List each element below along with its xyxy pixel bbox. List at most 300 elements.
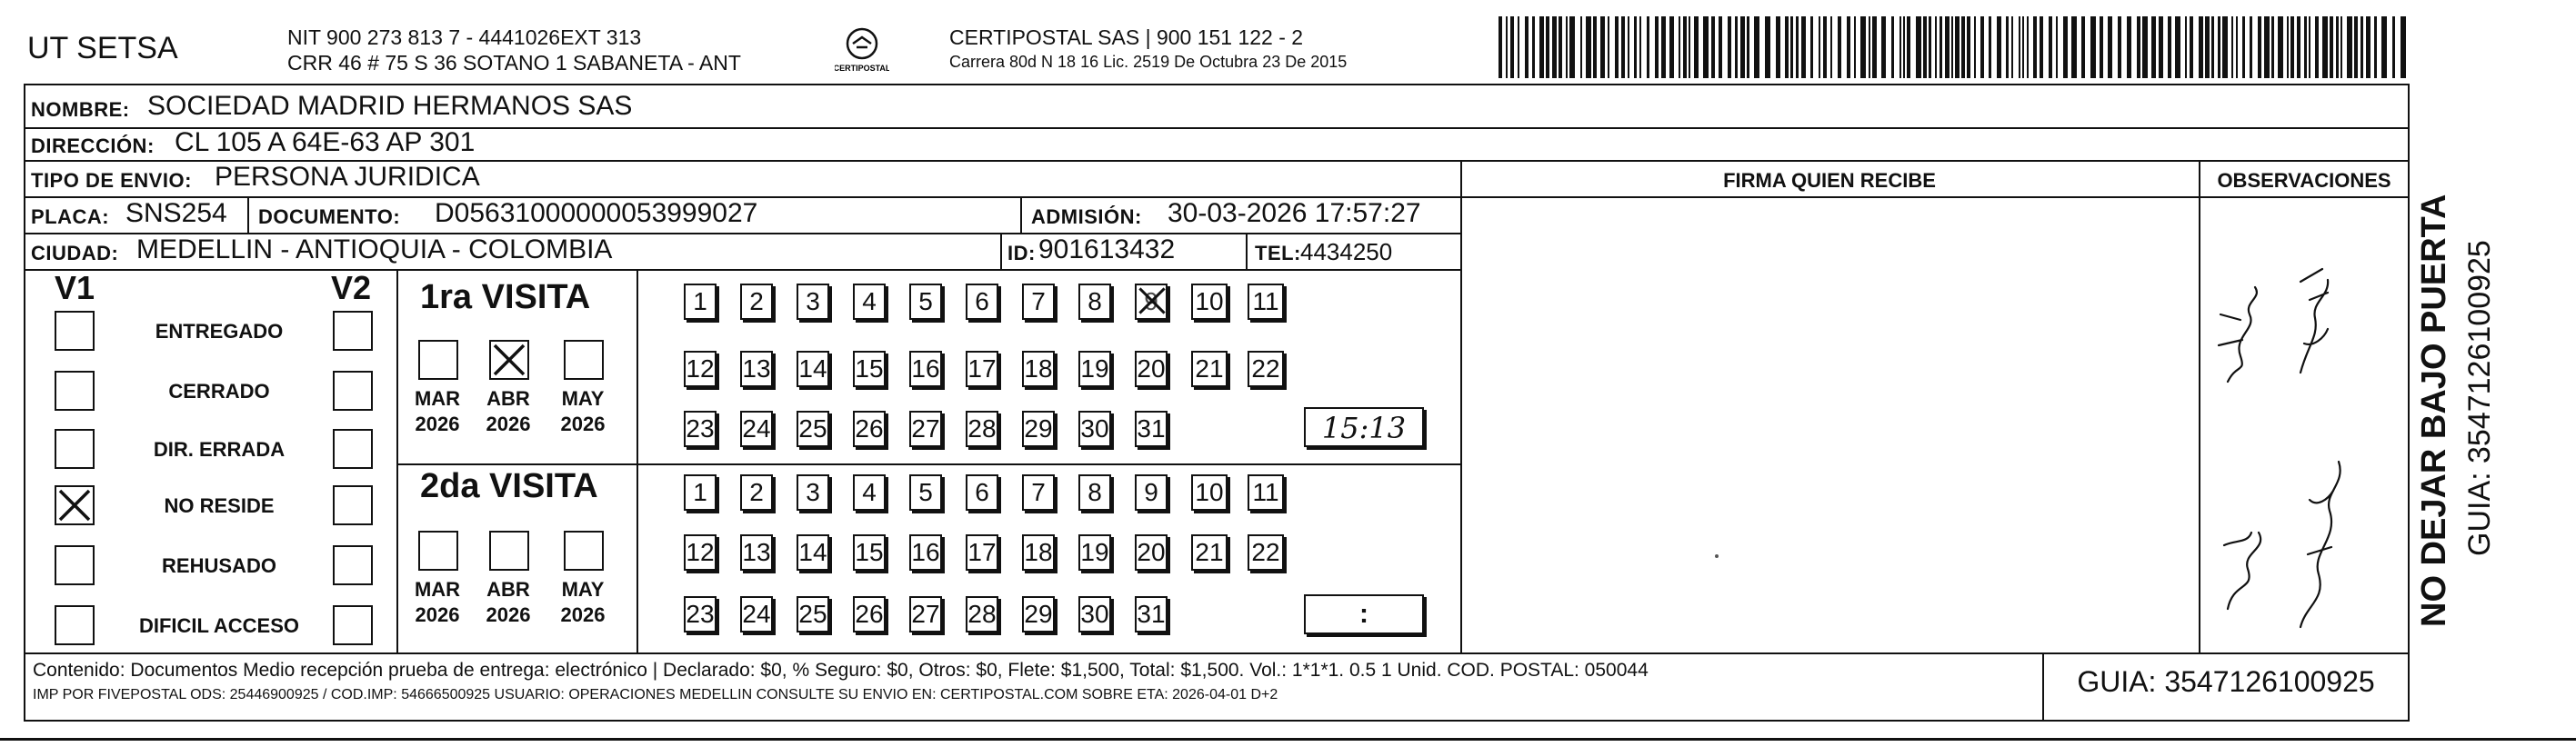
barcode-bar bbox=[1628, 16, 1629, 78]
barcode-bar bbox=[1669, 16, 1674, 78]
visit2-day-10[interactable] bbox=[1191, 474, 1228, 511]
visit1-day-14[interactable] bbox=[797, 351, 829, 387]
barcode-bar bbox=[2278, 16, 2283, 78]
visit1-day-label: 3 bbox=[806, 287, 820, 315]
visit1-day-label: 14 bbox=[798, 354, 827, 383]
visit2-day-14[interactable] bbox=[797, 534, 829, 571]
barcode-bar bbox=[1615, 16, 1619, 78]
barcode-bar bbox=[2218, 16, 2220, 78]
ciudad-label: CIUDAD: bbox=[31, 242, 119, 264]
side-warning: NO DEJAR BAJO PUERTA bbox=[2415, 194, 2453, 627]
visit2-day-21[interactable] bbox=[1191, 534, 1228, 571]
visit2-day-7[interactable] bbox=[1022, 474, 1055, 511]
nombre-label: NOMBRE: bbox=[31, 98, 130, 121]
barcode-bar bbox=[2236, 16, 2238, 78]
barcode-bar bbox=[2250, 16, 2252, 78]
barcode-bar bbox=[1776, 16, 1780, 78]
visit2-day-label: 27 bbox=[911, 600, 940, 628]
visit1-day-22[interactable] bbox=[1248, 351, 1284, 387]
barcode-bar bbox=[1940, 16, 1942, 78]
visit2-year-label-0: 2026 bbox=[415, 603, 460, 626]
barcode-bar bbox=[2222, 16, 2228, 78]
barcode-bar bbox=[1506, 16, 1508, 78]
visit1-day-9[interactable] bbox=[1135, 284, 1168, 320]
visit1-day-label: 26 bbox=[855, 414, 884, 443]
admision-label: ADMISIÓN: bbox=[1031, 205, 1142, 228]
visit1-day-29[interactable] bbox=[1022, 411, 1055, 447]
v2-checkbox-3[interactable] bbox=[333, 485, 373, 525]
visit1-day-label: 30 bbox=[1080, 414, 1109, 443]
barcode-bar bbox=[2309, 16, 2310, 78]
visit1-month-label-1: ABR bbox=[486, 387, 530, 410]
visit2-day-label: 25 bbox=[798, 600, 827, 628]
visit1-day-label: 15 bbox=[855, 354, 884, 383]
visit1-day-label: 12 bbox=[686, 354, 715, 383]
visit2-day-16[interactable] bbox=[909, 534, 942, 571]
barcode-bar bbox=[2168, 16, 2171, 78]
id-value: 901613432 bbox=[1038, 234, 1176, 264]
visit1-day-label: 17 bbox=[967, 354, 997, 383]
visit1-day-13[interactable] bbox=[740, 351, 773, 387]
barcode-bar bbox=[2011, 16, 2013, 78]
visit2-month-label-1: ABR bbox=[486, 578, 530, 601]
barcode-bar bbox=[1955, 16, 1960, 78]
visit1-day-31[interactable] bbox=[1135, 411, 1168, 447]
barcode-bar bbox=[1728, 16, 1731, 78]
barcode-bar bbox=[1679, 16, 1680, 78]
visit2-day-20[interactable] bbox=[1135, 534, 1168, 571]
barcode-bar bbox=[1974, 16, 1976, 78]
visit1-month-box-2[interactable] bbox=[564, 340, 604, 380]
visit1-month-label-2: MAY bbox=[561, 387, 605, 410]
barcode-bar bbox=[1796, 16, 1799, 78]
visit1-day-label: 2 bbox=[749, 287, 764, 315]
visit2-day-26[interactable] bbox=[853, 596, 886, 632]
signature-dot bbox=[1715, 554, 1719, 558]
barcode-bar bbox=[1872, 16, 1877, 78]
footer-guia: GUIA: 3547126100925 bbox=[2077, 665, 2375, 698]
barcode-bar bbox=[2330, 16, 2333, 78]
certipostal-line2: Carrera 80d N 18 16 Lic. 2519 De Octubra 23 De 2015 bbox=[949, 53, 1348, 71]
barcode-bar bbox=[2315, 16, 2319, 78]
visit2-day-label: 28 bbox=[967, 600, 997, 628]
visit1-day-15[interactable] bbox=[853, 351, 886, 387]
observaciones-label: OBSERVACIONES bbox=[2217, 169, 2391, 192]
visit1-day-label: 4 bbox=[862, 287, 877, 315]
visit2-day-1[interactable] bbox=[684, 474, 717, 511]
visit2-day-2[interactable] bbox=[740, 474, 773, 511]
barcode-bar bbox=[1961, 16, 1965, 78]
visit1-day-21[interactable] bbox=[1191, 351, 1228, 387]
barcode-bar bbox=[2211, 16, 2214, 78]
visit2-day-5[interactable] bbox=[909, 474, 942, 511]
visit2-day-22[interactable] bbox=[1248, 534, 1284, 571]
v1-checkbox-5[interactable] bbox=[55, 605, 95, 645]
barcode-bar bbox=[2127, 16, 2131, 78]
v2-checkbox-0[interactable] bbox=[333, 311, 373, 351]
visit1-day-27[interactable] bbox=[909, 411, 942, 447]
barcode-bar bbox=[1689, 16, 1690, 78]
status-label-5: DIFICIL ACCESO bbox=[138, 614, 299, 637]
visit2-day-11[interactable] bbox=[1248, 474, 1284, 511]
visit2-day-label: 11 bbox=[1252, 478, 1279, 506]
barcode-bar bbox=[1593, 16, 1597, 78]
barcode-bar bbox=[1600, 16, 1605, 78]
visit1-day-26[interactable] bbox=[853, 411, 886, 447]
visit1-day-label: 19 bbox=[1080, 354, 1109, 383]
barcode-bar bbox=[1719, 16, 1722, 78]
barcode-bar bbox=[2185, 16, 2187, 78]
visit2-time: : bbox=[1359, 599, 1368, 629]
tel-value: 4434250 bbox=[1300, 238, 1393, 265]
barcode-bar bbox=[1655, 16, 1659, 78]
barcode-bar bbox=[2159, 16, 2163, 78]
visit2-day-label: 16 bbox=[911, 538, 940, 566]
visit2-day-label: 14 bbox=[798, 538, 827, 566]
barcode-bar bbox=[1810, 16, 1813, 78]
barcode-bar bbox=[2100, 16, 2103, 78]
barcode-bar bbox=[2175, 16, 2180, 78]
barcode-bar bbox=[1823, 16, 1827, 78]
visit1-title: 1ra VISITA bbox=[420, 278, 591, 316]
barcode-bar bbox=[2019, 16, 2020, 78]
barcode-bar bbox=[2137, 16, 2140, 78]
visit2-day-28[interactable] bbox=[966, 596, 998, 632]
barcode-bar bbox=[1891, 16, 1894, 78]
visit2-day-label: 3 bbox=[806, 478, 820, 506]
company-nit: NIT 900 273 813 7 - 4441026EXT 313 bbox=[287, 25, 642, 49]
barcode-bar bbox=[2071, 16, 2077, 78]
visit1-year-label-1: 2026 bbox=[486, 413, 531, 435]
visit2-day-label: 20 bbox=[1137, 538, 1166, 566]
barcode-bar bbox=[1754, 16, 1759, 78]
visit1-day-label: 8 bbox=[1088, 287, 1102, 315]
visit2-day-label: 10 bbox=[1195, 478, 1224, 506]
visit1-day-11[interactable] bbox=[1248, 284, 1284, 320]
v2-checkbox-2[interactable] bbox=[333, 429, 373, 469]
documento-value: D05631000000053999027 bbox=[435, 198, 758, 228]
visit2-day-label: 1 bbox=[693, 478, 707, 506]
visit1-day-label: 25 bbox=[798, 414, 827, 443]
footer-line1: Contenido: Documentos Medio recepción prueba de entrega: electrónico | Declarado: $0, % Seguro: $0, Otros: $0, Flete: $1,500, Total: $1,500. Vol.: 1*1*1. 0.5 1 Unid. COD. POSTAL: 050044 bbox=[33, 660, 1649, 681]
v2-label: V2 bbox=[331, 269, 372, 306]
barcode-bar bbox=[1747, 16, 1749, 78]
barcode-bar bbox=[2290, 16, 2294, 78]
visit1-day-3[interactable] bbox=[797, 284, 829, 320]
v2-checkbox-1[interactable] bbox=[333, 371, 373, 411]
handwritten-observations bbox=[2210, 227, 2401, 645]
barcode-bar bbox=[2040, 16, 2043, 78]
visit1-day-label: 16 bbox=[911, 354, 940, 383]
visit1-day-label: 6 bbox=[975, 287, 989, 315]
v1-checkbox-1[interactable] bbox=[55, 371, 95, 411]
barcode-bar bbox=[2360, 16, 2363, 78]
certipostal-line1: CERTIPOSTAL SAS | 900 151 122 - 2 bbox=[949, 25, 1304, 49]
tipo-label: TIPO DE ENVIO: bbox=[31, 169, 192, 192]
barcode-bar bbox=[2063, 16, 2068, 78]
v1-label: V1 bbox=[55, 269, 95, 306]
barcode-bar bbox=[2049, 16, 2052, 78]
visit2-day-label: 8 bbox=[1088, 478, 1102, 506]
visit2-month-box-0[interactable] bbox=[418, 531, 458, 571]
barcode-bar bbox=[1869, 16, 1870, 78]
v1-checkbox-2[interactable] bbox=[55, 429, 95, 469]
visit1-time: 15:13 bbox=[1321, 411, 1407, 445]
x-mark-icon bbox=[491, 342, 527, 378]
barcode bbox=[1498, 16, 2415, 78]
barcode-bar bbox=[2297, 16, 2300, 78]
visit2-month-box-1[interactable] bbox=[489, 531, 529, 571]
visit2-day-13[interactable] bbox=[740, 534, 773, 571]
barcode-bar bbox=[2340, 16, 2342, 78]
barcode-bar bbox=[2027, 16, 2029, 78]
barcode-bar bbox=[2366, 16, 2371, 78]
barcode-bar bbox=[2264, 16, 2270, 78]
barcode-bar bbox=[1703, 16, 1709, 78]
barcode-bar bbox=[1923, 16, 1927, 78]
barcode-bar bbox=[2056, 16, 2058, 78]
visit1-day-16[interactable] bbox=[909, 351, 942, 387]
visit1-month-label-0: MAR bbox=[414, 387, 461, 410]
barcode-bar bbox=[1847, 16, 1850, 78]
visit1-day-23[interactable] bbox=[684, 411, 717, 447]
visit1-day-8[interactable] bbox=[1078, 284, 1111, 320]
visit1-year-label-2: 2026 bbox=[560, 413, 606, 435]
visit1-day-5[interactable] bbox=[909, 284, 942, 320]
visit2-day-4[interactable] bbox=[853, 474, 886, 511]
visit1-day-4[interactable] bbox=[853, 284, 886, 320]
visit2-day-30[interactable] bbox=[1078, 596, 1111, 632]
barcode-bar bbox=[2142, 16, 2148, 78]
company-name: UT SETSA bbox=[27, 31, 178, 65]
barcode-bar bbox=[1765, 16, 1770, 78]
barcode-bar bbox=[2090, 16, 2096, 78]
v1-checkbox-3[interactable] bbox=[55, 485, 95, 525]
barcode-bar bbox=[2033, 16, 2037, 78]
visit1-month-box-1[interactable] bbox=[489, 340, 529, 380]
visit1-month-box-0[interactable] bbox=[418, 340, 458, 380]
v2-checkbox-4[interactable] bbox=[333, 545, 373, 585]
barcode-bar bbox=[1980, 16, 1984, 78]
visit2-day-23[interactable] bbox=[684, 596, 717, 632]
visit1-day-10[interactable] bbox=[1191, 284, 1228, 320]
visit1-day-label: 21 bbox=[1195, 354, 1224, 383]
visit1-day-label: 28 bbox=[967, 414, 997, 443]
visit2-day-label: 30 bbox=[1080, 600, 1109, 628]
visit2-day-3[interactable] bbox=[797, 474, 829, 511]
barcode-bar bbox=[1639, 16, 1641, 78]
barcode-bar bbox=[1907, 16, 1910, 78]
status-label-0: ENTREGADO bbox=[155, 320, 284, 343]
barcode-bar bbox=[2304, 16, 2307, 78]
barcode-bar bbox=[2322, 16, 2328, 78]
visit2-day-label: 24 bbox=[742, 600, 771, 628]
tel-label: TEL: bbox=[1255, 242, 1301, 264]
certipostal-logo bbox=[835, 25, 889, 76]
visit2-day-label: 22 bbox=[1251, 538, 1280, 566]
visit1-day-1[interactable] bbox=[684, 284, 717, 320]
visit2-time-box[interactable] bbox=[1304, 594, 1424, 634]
barcode-bar bbox=[1694, 16, 1699, 78]
barcode-bar bbox=[2242, 16, 2245, 78]
visit1-day-label: 24 bbox=[742, 414, 771, 443]
visit1-day-19[interactable] bbox=[1078, 351, 1111, 387]
visit1-day-label: 13 bbox=[742, 354, 771, 383]
barcode-bar bbox=[1683, 16, 1687, 78]
visit2-month-box-2[interactable] bbox=[564, 531, 604, 571]
barcode-bar bbox=[1532, 16, 1535, 78]
barcode-bar bbox=[2336, 16, 2339, 78]
visit1-day-7[interactable] bbox=[1022, 284, 1055, 320]
visit2-day-label: 26 bbox=[855, 600, 884, 628]
barcode-bar bbox=[2199, 16, 2203, 78]
visit2-month-label-2: MAY bbox=[561, 578, 605, 601]
status-label-4: REHUSADO bbox=[162, 554, 276, 577]
visit2-day-24[interactable] bbox=[740, 596, 773, 632]
visit1-day-20[interactable] bbox=[1135, 351, 1168, 387]
barcode-bar bbox=[2022, 16, 2024, 78]
visit2-day-17[interactable] bbox=[966, 534, 998, 571]
visit2-title: 2da VISITA bbox=[420, 467, 598, 505]
tipo-value: PERSONA JURIDICA bbox=[215, 162, 480, 192]
visit2-day-label: 18 bbox=[1024, 538, 1053, 566]
visit1-day-label: 1 bbox=[693, 287, 707, 315]
barcode-bar bbox=[1498, 16, 1502, 78]
barcode-bar bbox=[1838, 16, 1841, 78]
visit1-day-label: 7 bbox=[1031, 287, 1046, 315]
visit1-day-6[interactable] bbox=[966, 284, 998, 320]
barcode-bar bbox=[1903, 16, 1905, 78]
visit2-day-8[interactable] bbox=[1078, 474, 1111, 511]
barcode-bar bbox=[1647, 16, 1649, 78]
barcode-bar bbox=[1740, 16, 1745, 78]
visit1-time-box[interactable] bbox=[1304, 407, 1424, 447]
visit2-day-6[interactable] bbox=[966, 474, 998, 511]
visit1-day-12[interactable] bbox=[684, 351, 717, 387]
v1-checkbox-4[interactable] bbox=[55, 545, 95, 585]
visit2-day-label: 7 bbox=[1031, 478, 1046, 506]
barcode-bar bbox=[2354, 16, 2358, 78]
visit2-day-18[interactable] bbox=[1022, 534, 1055, 571]
visit1-day-2[interactable] bbox=[740, 284, 773, 320]
visit1-day-30[interactable] bbox=[1078, 411, 1111, 447]
barcode-bar bbox=[1735, 16, 1738, 78]
barcode-bar bbox=[1945, 16, 1950, 78]
barcode-bar bbox=[1552, 16, 1557, 78]
barcode-bar bbox=[1569, 16, 1575, 78]
barcode-bar bbox=[1510, 16, 1514, 78]
visit2-day-15[interactable] bbox=[853, 534, 886, 571]
barcode-bar bbox=[1608, 16, 1609, 78]
visit1-day-17[interactable] bbox=[966, 351, 998, 387]
visit2-day-label: 5 bbox=[918, 478, 933, 506]
visit2-day-9[interactable] bbox=[1135, 474, 1168, 511]
visit1-day-24[interactable] bbox=[740, 411, 773, 447]
visit2-day-29[interactable] bbox=[1022, 596, 1055, 632]
barcode-bar bbox=[1967, 16, 1970, 78]
footer-line2: IMP POR FIVEPOSTAL ODS: 25446900925 / COD.IMP: 54666500925 USUARIO: OPERACIONES MEDELLIN CONSULTE SU ENVIO EN: CERTIPOSTAL.COM SOBRE ETA: 2026-04-01 D+2 bbox=[33, 687, 1278, 702]
barcode-bar bbox=[1525, 16, 1529, 78]
visit2-day-label: 4 bbox=[862, 478, 877, 506]
barcode-bar bbox=[1997, 16, 2001, 78]
placa-value: SNS254 bbox=[125, 198, 227, 228]
visit2-day-label: 17 bbox=[967, 538, 997, 566]
logo-text: CERTIPOSTAL bbox=[835, 64, 889, 73]
barcode-bar bbox=[1634, 16, 1637, 78]
visit2-day-label: 21 bbox=[1195, 538, 1224, 566]
visit2-day-12[interactable] bbox=[684, 534, 717, 571]
id-label: ID: bbox=[1007, 242, 1036, 264]
barcode-bar bbox=[1935, 16, 1937, 78]
barcode-bar bbox=[2118, 16, 2121, 78]
barcode-bar bbox=[1566, 16, 1568, 78]
v1-checkbox-0[interactable] bbox=[55, 311, 95, 351]
barcode-bar bbox=[1916, 16, 1921, 78]
visit2-day-label: 15 bbox=[855, 538, 884, 566]
barcode-bar bbox=[2374, 16, 2377, 78]
visit1-day-label: 31 bbox=[1137, 414, 1166, 443]
barcode-bar bbox=[1989, 16, 1991, 78]
visit2-day-19[interactable] bbox=[1078, 534, 1111, 571]
barcode-bar bbox=[2287, 16, 2289, 78]
barcode-bar bbox=[1785, 16, 1789, 78]
barcode-bar bbox=[1830, 16, 1832, 78]
visit2-day-31[interactable] bbox=[1135, 596, 1168, 632]
visit2-day-label: 2 bbox=[749, 478, 764, 506]
barcode-bar bbox=[2205, 16, 2210, 78]
barcode-bar bbox=[2392, 16, 2395, 78]
barcode-bar bbox=[1790, 16, 1793, 78]
visit2-day-25[interactable] bbox=[797, 596, 829, 632]
barcode-bar bbox=[2006, 16, 2009, 78]
barcode-bar bbox=[2081, 16, 2085, 78]
visit1-day-28[interactable] bbox=[966, 411, 998, 447]
barcode-bar bbox=[1929, 16, 1931, 78]
placa-label: PLACA: bbox=[31, 205, 110, 228]
visit1-day-label: 5 bbox=[918, 287, 933, 315]
visit2-day-label: 12 bbox=[686, 538, 715, 566]
v2-checkbox-5[interactable] bbox=[333, 605, 373, 645]
visit2-day-label: 19 bbox=[1080, 538, 1109, 566]
visit1-day-label: 18 bbox=[1024, 354, 1053, 383]
barcode-bar bbox=[1819, 16, 1820, 78]
status-label-2: DIR. ERRADA bbox=[153, 438, 286, 461]
visit1-day-label: 22 bbox=[1251, 354, 1280, 383]
side-guia: GUIA: 3547126100925 bbox=[2462, 240, 2497, 556]
barcode-bar bbox=[2231, 16, 2233, 78]
barcode-bar bbox=[1661, 16, 1666, 78]
company-address: CRR 46 # 75 S 36 SOTANO 1 SABANETA - ANT bbox=[287, 51, 741, 75]
barcode-bar bbox=[2258, 16, 2261, 78]
visit2-day-label: 13 bbox=[742, 538, 771, 566]
visit1-day-18[interactable] bbox=[1022, 351, 1055, 387]
visit1-day-25[interactable] bbox=[797, 411, 829, 447]
admision-value: 30-03-2026 17:57:27 bbox=[1168, 198, 1421, 228]
visit2-month-label-0: MAR bbox=[414, 578, 461, 601]
barcode-bar bbox=[1711, 16, 1715, 78]
barcode-bar bbox=[2151, 16, 2156, 78]
barcode-bar bbox=[1518, 16, 1519, 78]
visit2-day-27[interactable] bbox=[909, 596, 942, 632]
visit2-day-label: 23 bbox=[686, 600, 715, 628]
visit1-day-label: 20 bbox=[1137, 354, 1166, 383]
direccion-value: CL 105 A 64E-63 AP 301 bbox=[175, 127, 476, 157]
barcode-bar bbox=[1951, 16, 1953, 78]
barcode-bar bbox=[1899, 16, 1901, 78]
visit2-day-label: 9 bbox=[1144, 478, 1158, 506]
visit2-year-label-2: 2026 bbox=[560, 603, 606, 626]
barcode-bar bbox=[2190, 16, 2193, 78]
